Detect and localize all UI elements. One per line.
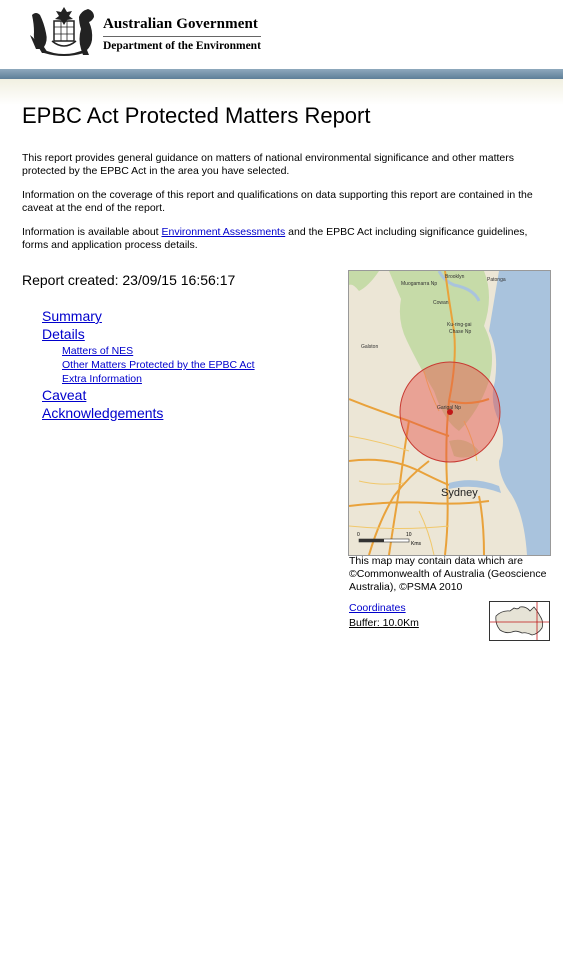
map-label-garigal: Garigal Np	[437, 405, 461, 411]
table-of-contents	[42, 308, 255, 422]
page-title: EPBC Act Protected Matters Report	[22, 103, 371, 128]
coat-of-arms-icon	[28, 5, 100, 57]
toc-summary-link[interactable]: Summary	[42, 308, 102, 324]
site-header	[0, 0, 563, 72]
report-created: Report created: 23/09/15 16:56:17	[22, 272, 236, 288]
map-label-kuringgai: Ku-ring-gai	[447, 322, 472, 328]
map-label-cowan: Cowan	[433, 300, 449, 306]
scale-unit: Kms	[411, 541, 421, 547]
scale-zero: 0	[357, 532, 360, 538]
info-suffix: and the EPBC Act including significance guidelines, forms and application process details.	[22, 226, 528, 251]
coordinates-link[interactable]: Coordinates	[349, 602, 406, 614]
toc-matters-nes-link[interactable]: Matters of NES	[62, 345, 134, 357]
map-label-muogamarra: Muogamarra Np	[401, 281, 438, 287]
coverage-text: Information on the coverage of this report and qualifications on data supporting this report are contained in the caveat at the end of the report.	[22, 189, 533, 214]
intro-text: This report provides general guidance on matters of national environmental significance and other matters protected by the EPBC Act in the area you have selected.	[22, 152, 515, 177]
info-prefix: Information is available about	[22, 226, 162, 238]
map-label-sydney: Sydney	[441, 487, 478, 499]
australia-locator-map	[489, 601, 550, 641]
map-label-brooklyn: Brooklyn	[445, 274, 465, 280]
toc-acknowledgements-link[interactable]: Acknowledgements	[42, 404, 164, 421]
map-label-chase: Chase Np	[449, 329, 472, 335]
map-image	[349, 271, 550, 555]
government-name: Australian Government	[103, 16, 259, 32]
header-band-fade	[0, 79, 563, 105]
toc-extra-info-link[interactable]: Extra Information	[62, 373, 142, 385]
scale-ten: 10	[406, 532, 412, 538]
buffer-link[interactable]: Buffer: 10.0Km	[349, 617, 419, 629]
map-caption: This map may contain data which are ©Commonwealth of Australia (Geoscience Australia), ©PSMA 2010	[349, 555, 547, 593]
header-band	[0, 69, 563, 79]
australia-inset-icon	[490, 602, 549, 640]
toc-other-matters-link[interactable]: Other Matters Protected by the EPBC Act	[62, 359, 255, 371]
environment-assessments-link[interactable]: Environment Assessments	[161, 226, 286, 238]
toc-caveat-link[interactable]: Caveat	[42, 387, 87, 403]
header-divider	[103, 36, 261, 37]
map-label-galston: Galston	[361, 344, 379, 350]
toc-details-link[interactable]: Details	[42, 325, 85, 342]
location-map	[348, 270, 551, 556]
department-name: Department of the Environment	[103, 40, 261, 52]
info-text	[22, 226, 546, 251]
map-label-patonga: Patonga	[487, 277, 506, 283]
